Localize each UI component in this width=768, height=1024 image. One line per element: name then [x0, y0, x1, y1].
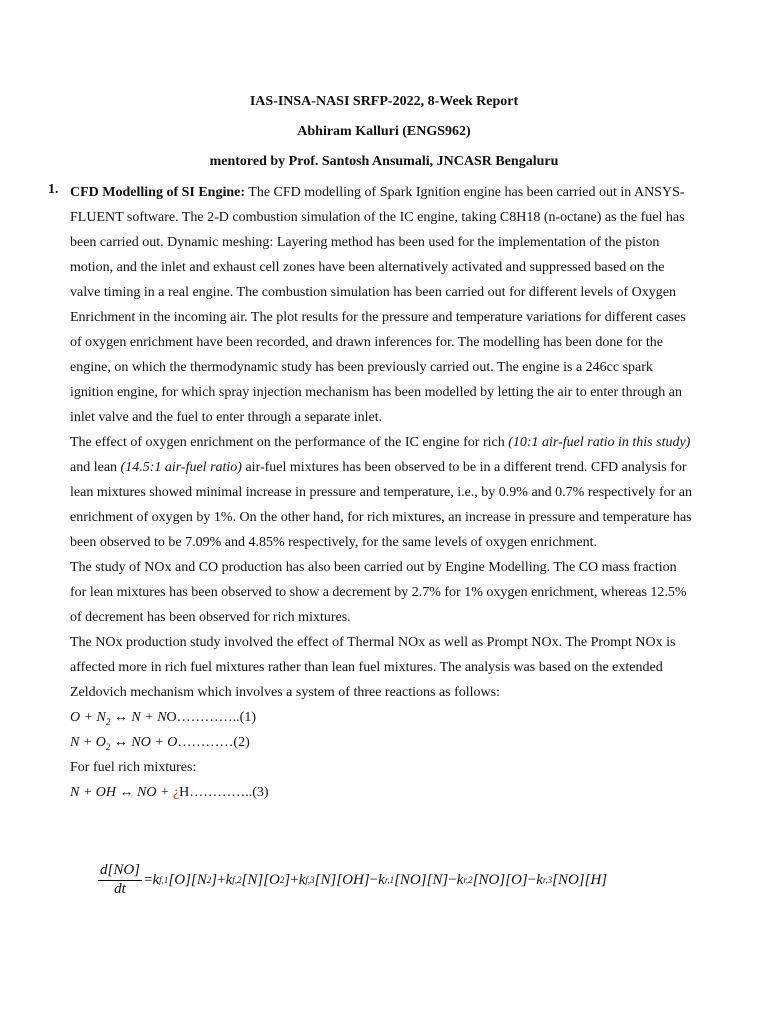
rate-constant: k [536, 871, 543, 888]
eq-arrow: ↔ [110, 735, 132, 750]
paragraph-text: air-fuel mixtures has been observed to be in a different trend. CFD analysis for lean mixtures showed minimal increase in pressure and temperature, i.e., by 0.9% and 0.7% respectively for an enrichment of oxygen by 1%. On the other hand, for rich mixtures, an increase in pressure and temperature has been observed to be 7.09% and 4.85% respectively, for the same levels of oxygen enrichment. [70, 460, 693, 550]
rich-mixtures-label: For fuel rich mixtures: [70, 760, 197, 775]
section-body [70, 180, 695, 805]
bracket: ] [284, 871, 291, 888]
minus-sign: − [369, 871, 379, 888]
eq-glyph: ¿ [172, 785, 180, 800]
section-number: 1. [48, 182, 59, 197]
eq-term: N + O [70, 735, 106, 750]
report-title: IAS-INSA-NASI SRFP-2022, 8-Week Report [249, 94, 519, 109]
mentor-line: mentored by Prof. Santosh Ansumali, JNCASR Bengaluru [209, 154, 559, 169]
eq-term: O + N [70, 710, 106, 725]
paragraph-text: and lean [70, 460, 121, 475]
eq-arrow: ↔ [116, 785, 138, 800]
eq-term: O [166, 710, 177, 725]
rate-constant: k [378, 871, 385, 888]
paragraph-cfd-modelling [70, 180, 695, 430]
concentration-term: [N][O [241, 871, 280, 888]
eq-leader: ………….. [189, 785, 253, 800]
eq-number: (1) [239, 710, 256, 725]
eq-term: NO + [137, 785, 173, 800]
paragraph-text: The CFD modelling of Spark Ignition engine has been carried out in ANSYS-FLUENT software. The 2-D combustion simulation of the IC engine, taking C8H18 (n-octane) as the fuel has been carried out. Dynamic meshing: Layering method has been used for the implementation of the piston motion, and the inlet and exhaust cell zones have been alternatively activated and suppressed based on the valve timing in a real engine. The combustion simulation has been carried out for different levels of Oxygen Enrichment in the incoming air. The plot results for the pressure and temperature variations for different cases of oxygen enrichment have been recorded, and drawn inferences for. The modelling has been done for the engine, on which the thermodynamic study has been previously carried out. The engine is a 246cc spark ignition engine, for which spray injection mechanism has been modelled by letting the air to enter through an inlet valve and the fuel to enter through a separate inlet. [70, 185, 686, 425]
plus-sign: + [290, 871, 299, 888]
concentration-term: [O][N [168, 871, 207, 888]
concentration-term: [NO][O] [472, 871, 528, 888]
eq-leader: ………… [177, 735, 234, 750]
bracket: ] [211, 871, 218, 888]
concentration-term: [NO][N] [394, 871, 449, 888]
paragraph-nox-co: The study of NOx and CO production has also been carried out by Engine Modelling. The CO mass fraction for lean mixtures has been observed to show a decrement by 2.7% for 1% oxygen enrichment, whereas 12.5% of decrement has been observed for rich mixtures. [70, 560, 687, 625]
paragraph-text: The effect of oxygen enrichment on the performance of the IC engine for rich [70, 435, 509, 450]
concentration-term: [NO][H] [552, 871, 608, 888]
author-line: Abhiram Kalluri (ENGS962) [297, 124, 471, 139]
rate-constant: k [298, 871, 306, 888]
plus-sign: + [217, 871, 226, 888]
eq-term: N + N [131, 710, 167, 725]
paragraph-prompt-nox: The NOx production study involved the effect of Thermal NOx as well as Prompt NOx. The Prompt NOx is affected more in rich fuel mixtures rather than lean fuel mixtures. The analysis was based on the extended Zeldovich mechanism which involves a system of three reactions as follows: [70, 635, 676, 700]
eq-number: (3) [252, 785, 269, 800]
rate-constant: k [152, 871, 160, 888]
no-rate-equation: $\frac{d[NO]}{dt}$ = k f,1 [O][N 2 ] + k f,2 [N][O 2 ] + k f,3 [N][OH] − k r,1 [NO][N] − k r,2 [NO][O] − k r,3 [NO][H] [100, 862, 608, 897]
eq-number: (2) [233, 735, 250, 750]
reaction-equation-1 [70, 705, 695, 730]
rich-ratio-note: (10:1 air-fuel ratio in this study) [508, 435, 691, 450]
rate-constant: k [225, 871, 233, 888]
reaction-equation-3 [70, 780, 695, 805]
minus-sign: − [448, 871, 457, 888]
equals-sign: = [144, 871, 153, 888]
reaction-equation-2 [70, 730, 695, 755]
eq-arrow: ↔ [110, 710, 132, 725]
eq-subscript: 2 [105, 716, 111, 727]
paragraph-oxygen-enrichment [70, 430, 695, 555]
eq-term: N + OH [70, 785, 117, 800]
section-heading: CFD Modelling of SI Engine: [70, 185, 246, 200]
eq-subscript: 2 [105, 741, 111, 752]
derivative-fraction [98, 862, 142, 898]
fraction-numerator: d[NO] [98, 862, 142, 881]
eq-term: H [179, 785, 190, 800]
rate-constant: k [456, 871, 464, 888]
fraction-denominator: dt [114, 881, 126, 897]
eq-term: NO + O [131, 735, 178, 750]
concentration-term: [N][OH] [314, 871, 370, 888]
lean-ratio-note: (14.5:1 air-fuel ratio) [120, 460, 242, 475]
eq-leader: ………….. [176, 710, 240, 725]
minus-sign: − [527, 871, 537, 888]
